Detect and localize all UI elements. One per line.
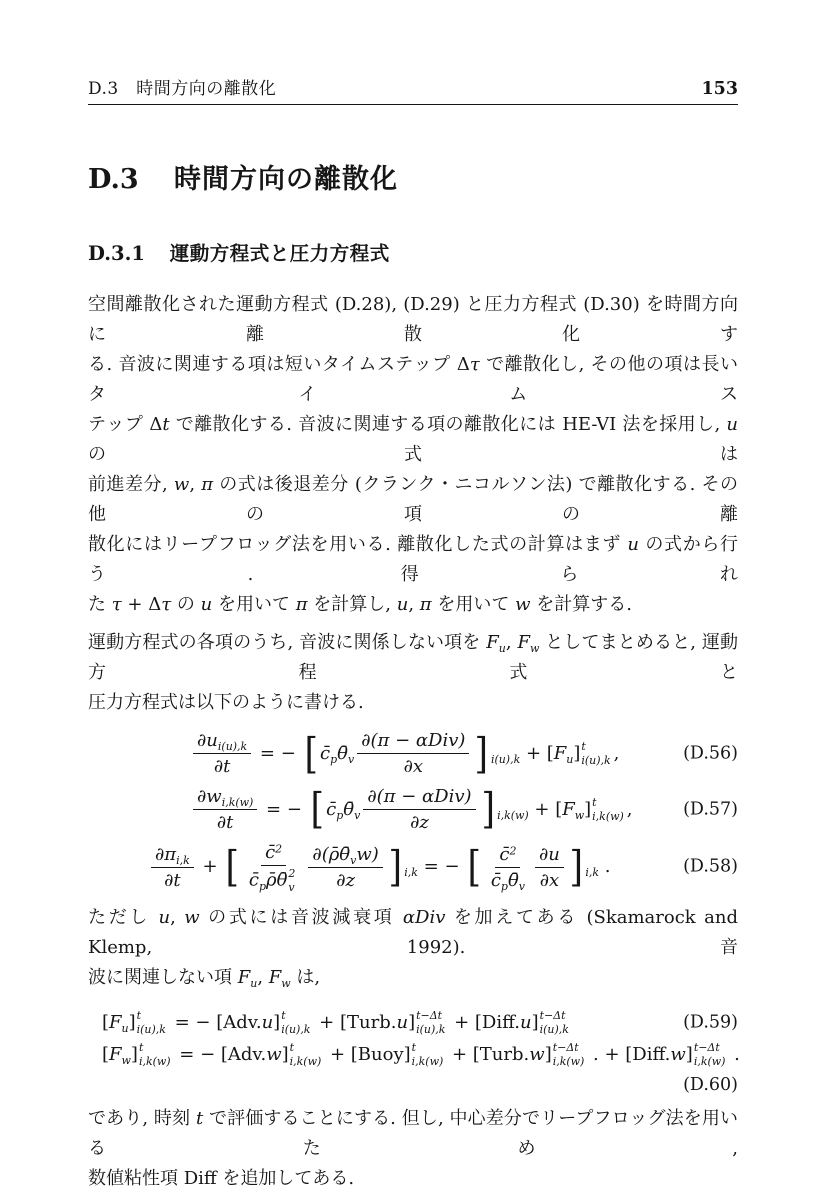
equation-content: $\frac{\partial\pi_{i,k}}{\partial t}$ + [ c̄$^2$ $c̄_p\rhō\thetā$ 2 v $\frac{\partial(\rhō\thetā_vw)}{\partial z}$ ] $_{i,k}$ = − [ $\frac{c̄^2}{c̄_p\thetā_v}$ $\frac{\partial u}{\partial x}$ ] $_{i,k}$ . [148,856,611,877]
equation-d58 [88,840,738,896]
equation-content: $[F_w]$ t i,k(w) = − [Adv.w] t i,k(w) + [Buoy] t i,k(w) + [Turb.w] t−Δt i,k(w) . + [Diff.w] t−Δt i,k(w) . [102,1040,740,1068]
header-rule [88,104,738,105]
section-heading [88,157,738,196]
text-line: 空間離散化された運動方程式 (D.28), (D.29) と圧力方程式 (D.30) を時間方向に離散化す [88,294,738,345]
equation-tag: (D.60) [683,1075,738,1096]
equation-content: $[F_u]$ t i(u),k = − [Adv.u] t i(u),k + [Turb.u] t−Δt i(u),k + [Diff.u] t−Δt i(u),k [102,1009,569,1037]
text-line: ただし u, w の式には音波減衰項 αDiv を加えてある (Skamarock and Klemp, 1992). 音 [88,907,738,959]
running-header [88,74,738,99]
equation-tag: (D.59) [683,1012,738,1033]
text-line: 前進差分, w, π の式は後退差分 (クランク・ニコルソン法) で離散化する. その他の項の離 [88,474,738,525]
subsection-number: D.3.1 [88,242,145,265]
equation-block-2 [88,1009,740,1096]
equation-d56 [88,728,738,780]
equation-tag: (D.57) [683,799,738,820]
text-line: た τ + Δτ の u を用いて π を計算し, u, π を用いて w を計算する. [88,594,632,615]
paragraph-2 [88,628,738,718]
text-line: 数値粘性項 Diff を追加してある. [88,1168,355,1190]
equation-block-1 [88,728,738,895]
equation-content: $\frac{\partial u_{i(u),k}}{\partial t}$ = − [ $c̄_p\thetā_v$ $\frac{\text{∂(π − αDiv)}}{\partial x}$ ] $_{i(u),k} + [F_u]$ t i(u),k , [190,743,619,764]
text-line: 波に関連しない項 $F_u$, $F_w$ は, [88,967,321,991]
subsection-title: 運動方程式と圧力方程式 [169,242,390,265]
equation-tag: (D.58) [683,856,738,877]
equation-tag: (D.56) [683,743,738,764]
equation-d57 [88,784,738,836]
text-line: テップ Δt で離散化する. 音波に関連する項の離散化には HE-VI 法を採用し, u の式は [88,414,738,465]
section-title: 時間方向の離散化 [174,164,399,195]
section-number: D.3 [88,164,139,195]
text-line: 運動方程式の各項のうち, 音波に関係しない項を $F_u$, $F_w$ としてまとめると, 運動方程式と [88,632,738,683]
paragraph-1 [88,290,738,620]
equation-d59 [88,1009,738,1036]
equation-content: $\frac{\partial w_{i,k(w)}}{\partial t}$ = − [ $c̄_p\thetā_v$ $\frac{\text{∂(π − αDiv)}}{\partial z}$ ] $_{i,k(w)} + [F_w]$ t i,k(w) , [190,799,633,820]
text-line: る. 音波に関連する項は短いタイムステップ Δτ で離散化し, その他の項は長いタイムス [88,354,738,405]
text-line: 圧力方程式は以下のように書ける. [88,692,364,713]
page-number: 153 [701,79,738,99]
paragraph-4 [88,1104,738,1194]
text-line: であり, 時刻 t で評価することにする. 但し, 中心差分でリープフロッグ法を用いるため, [88,1108,738,1160]
subsection-heading [88,238,738,266]
running-header-text: D.3 時間方向の離散化 [88,79,277,99]
text-line: 散化にはリープフロッグ法を用いる. 離散化した式の計算はまず u の式から行う. 得られ [88,534,738,585]
equation-d60 [88,1040,740,1096]
paragraph-3 [88,903,738,993]
